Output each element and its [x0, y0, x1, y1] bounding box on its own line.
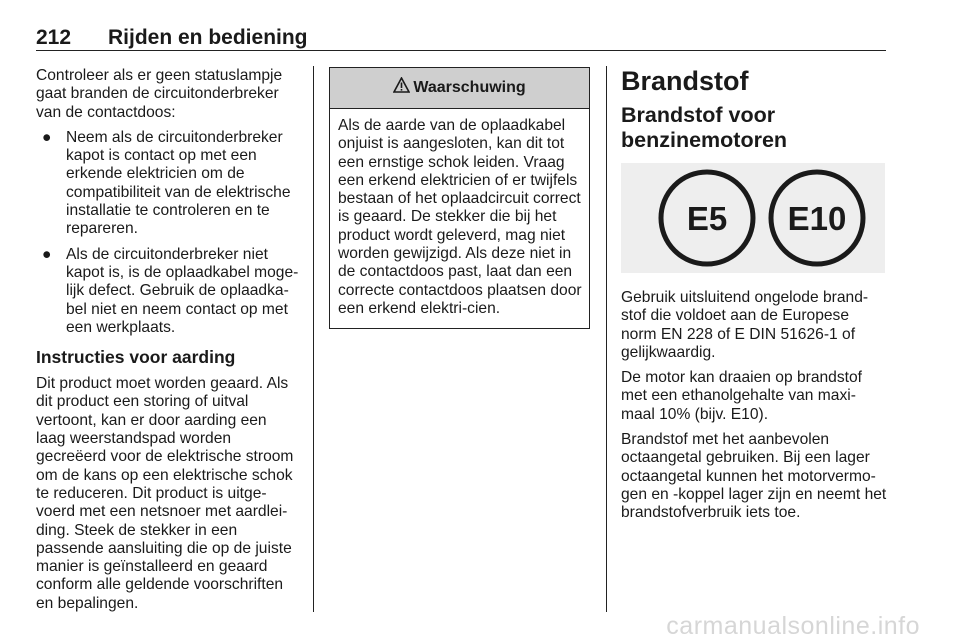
fuel-subtitle: Brandstof voor benzinemotoren: [621, 103, 788, 152]
middle-column: [329, 67, 590, 329]
bullet-dot-icon: ●: [42, 245, 52, 263]
warning-box: [329, 67, 590, 329]
fuel-paragraph: Gebruik uitsluitend ongelode brand-stof die voldoet aan de Europese norm EN 228 of E DIN 51626-1 of gelijkwaardig.: [621, 289, 869, 361]
warning-text: Als de aarde van de oplaadkabel onjuist is aangesloten, kan dit tot een ernstige schok leiden. Vraag een erkend elektricien of er twijfels bestaan of het oplaadcircuit correct is geaard. De stekker die bij het product wordt geleverd, mag niet worden gewijzigd. Als deze niet in de contactdoos past, laat dan een correcte contactdoos plaatsen door een erkend elektri-cien.: [338, 117, 582, 317]
warning-header: [330, 68, 589, 109]
fuel-paragraph: De motor kan draaien op brandstof met een ethanolgehalte van maxi-maal 10% (bijv. E10).: [621, 369, 862, 423]
page-header: [36, 26, 886, 51]
warning-title: Waarschuwing: [413, 78, 526, 96]
fuel-title: Brandstof: [621, 66, 749, 96]
bullet-item: [36, 246, 300, 337]
left-column: [36, 67, 300, 620]
page-number: 212: [36, 26, 72, 49]
fuel-labels-figure: [621, 163, 885, 273]
bullet-text: Neem als de circuitonderbreker kapot is contact op met een erkende elektricien om de compatibiliteit van de elektrische installatie te controleren en te repareren.: [66, 128, 291, 238]
fuel-label-e5: E5: [686, 200, 728, 237]
fuel-paragraph: Brandstof met het aanbevolen octaangetal gebruiken. Bij een lager octaangetal kunnen het motorvermo-gen en -koppel lager zijn en neemt het brandstofverbruik iets toe.: [621, 431, 887, 522]
grounding-paragraph: Dit product moet worden geaard. Als dit product een storing of uitval vertoont, kan er door aarding een laag weerstandspad worden gecreëerd voor de elektrische stroom om de kans op een elektrische schok te reduceren. Dit product is uitge-voerd met een netsnoer met aardlei-ding. Steek de stekker in een passende aansluiting die op de juiste manier is geïnstalleerd en geaard conform alle geldende voorschriften en bepalingen.: [36, 375, 294, 612]
watermark: carmanualsonline.info: [666, 612, 920, 640]
column-divider: [313, 66, 314, 612]
section-title: Rijden en bediening: [108, 26, 308, 49]
warning-triangle-icon: [393, 77, 410, 98]
bullet-dot-icon: ●: [42, 128, 52, 146]
column-divider: [606, 66, 607, 612]
intro-paragraph: Controleer als er geen statuslampje gaat branden de circuitonderbreker van de contactdoos:: [36, 67, 283, 121]
right-column: [621, 66, 887, 530]
bullet-item: [36, 129, 300, 239]
grounding-heading: Instructies voor aarding: [36, 347, 236, 368]
bullet-text: Als de circuitonderbreker niet kapot is, is de oplaadkabel moge-lijk defect. Gebruik de oplaadka-bel niet en neem contact op met een werkplaats.: [66, 245, 299, 336]
fuel-label-e10: E10: [787, 200, 847, 237]
